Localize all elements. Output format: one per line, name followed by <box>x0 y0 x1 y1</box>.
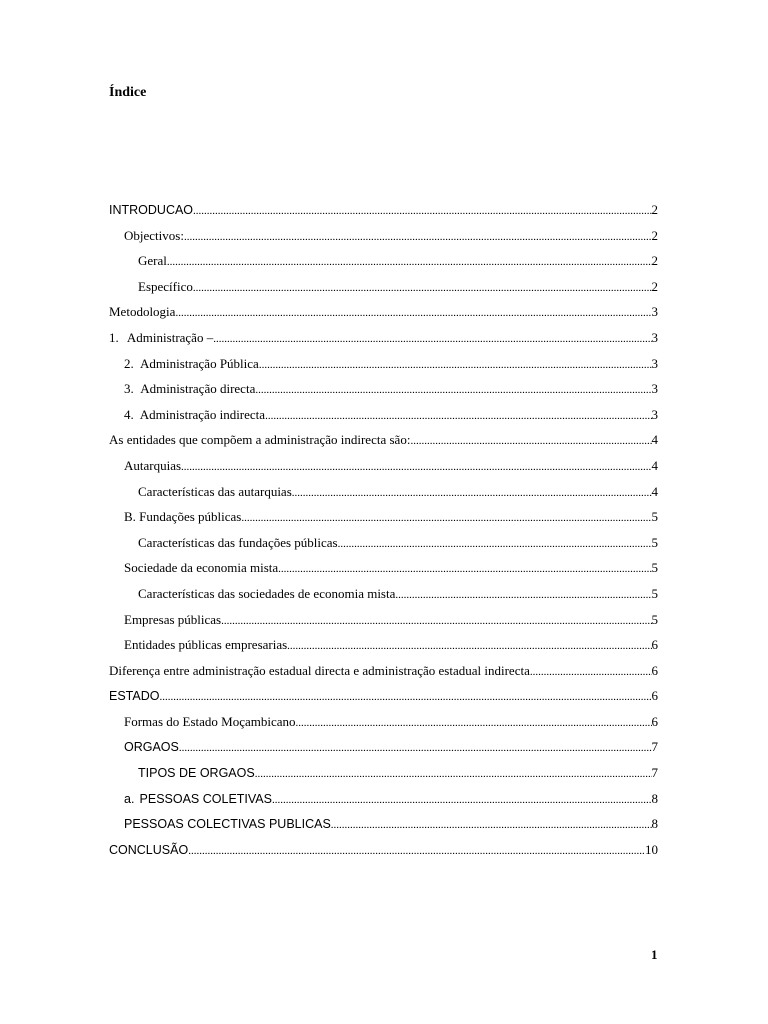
toc-dot-leader <box>338 532 652 558</box>
toc-entry-page: 2 <box>651 253 658 269</box>
page-title: Índice <box>109 85 147 100</box>
toc-dot-leader <box>287 634 651 660</box>
toc-entry-page: 3 <box>651 329 658 345</box>
toc-entry-label: ESTADO <box>109 689 160 704</box>
toc-entry[interactable] <box>109 376 658 402</box>
toc-entry-page: 5 <box>651 509 658 525</box>
toc-entry-label: PESSOAS COLECTIVAS PUBLICAS <box>124 817 331 832</box>
toc-entry-page: 5 <box>651 611 658 627</box>
toc-entry-number: 2. <box>124 355 134 371</box>
toc-entry[interactable] <box>109 351 658 377</box>
toc-entry-label: Características das autarquias <box>138 483 292 499</box>
toc-dot-leader <box>410 429 651 455</box>
toc-entry[interactable] <box>109 581 658 607</box>
toc-dot-leader <box>278 557 651 583</box>
toc-dot-leader <box>193 276 652 302</box>
toc-entry-label: CONCLUSÃO <box>109 842 189 857</box>
toc-entry[interactable] <box>109 760 658 786</box>
toc-entry[interactable] <box>109 402 658 428</box>
toc-entry-page: 8 <box>651 790 658 806</box>
toc-entry-page: 4 <box>651 457 658 473</box>
toc-dot-leader <box>241 506 651 532</box>
toc-entry-page: 7 <box>651 739 658 755</box>
toc-entry[interactable] <box>109 248 658 274</box>
page-number: 1 <box>651 947 658 962</box>
toc-entry[interactable] <box>109 683 658 709</box>
toc-dot-leader <box>159 685 651 711</box>
toc-entry-page: 4 <box>651 483 658 499</box>
toc-entry-label: B. Fundações públicas <box>124 509 242 525</box>
toc-dot-leader <box>292 481 652 507</box>
toc-entry-label: Administração indirecta <box>139 406 266 422</box>
table-of-contents <box>109 197 658 862</box>
toc-entry[interactable] <box>109 197 658 223</box>
toc-entry-page: 6 <box>651 713 658 729</box>
toc-entry[interactable] <box>109 811 658 837</box>
toc-dot-leader <box>255 378 651 404</box>
toc-entry[interactable] <box>109 427 658 453</box>
toc-entry-page: 5 <box>651 560 658 576</box>
toc-entry-page: 7 <box>651 765 658 781</box>
toc-entry-label: Diferença entre administração estadual directa e administração estadual indirecta <box>109 662 530 678</box>
toc-entry-page: 6 <box>651 662 658 678</box>
toc-entry-label: Autarquias <box>124 457 182 473</box>
toc-dot-leader <box>272 788 652 814</box>
toc-entry[interactable] <box>109 632 658 658</box>
toc-entry[interactable] <box>109 325 658 351</box>
toc-entry-label: Empresas públicas <box>124 611 222 627</box>
toc-entry-page: 2 <box>651 278 658 294</box>
toc-entry-page: 8 <box>651 816 658 832</box>
toc-entry-number: 4. <box>124 406 134 422</box>
toc-entry[interactable] <box>109 504 658 530</box>
toc-entry-label: PESSOAS COLETIVAS <box>139 791 272 806</box>
toc-dot-leader <box>331 813 652 839</box>
toc-entry[interactable] <box>109 479 658 505</box>
toc-entry-page: 6 <box>651 688 658 704</box>
toc-entry[interactable] <box>109 530 658 556</box>
toc-entry-number: 3. <box>124 381 134 397</box>
toc-entry-label: Geral <box>138 253 167 269</box>
toc-entry-page: 3 <box>651 406 658 422</box>
toc-entry-label: Administração directa <box>140 381 256 397</box>
toc-dot-leader <box>213 327 651 353</box>
toc-entry-page: 4 <box>651 432 658 448</box>
toc-entry[interactable] <box>109 453 658 479</box>
toc-dot-leader <box>221 609 651 635</box>
toc-entry[interactable] <box>109 658 658 684</box>
toc-entry-page: 6 <box>651 637 658 653</box>
toc-entry-label: Formas do Estado Moçambicano <box>124 713 296 729</box>
toc-entry-label: Metodologia <box>109 304 176 320</box>
toc-entry-label: Administração – <box>126 329 214 345</box>
toc-entry-label: Características das sociedades de economia mista <box>138 585 396 601</box>
toc-entry-page: 2 <box>651 227 658 243</box>
toc-entry-page: 10 <box>645 841 658 857</box>
toc-dot-leader <box>167 250 652 276</box>
toc-entry-label: ORGAOS <box>124 740 179 755</box>
toc-entry[interactable] <box>109 734 658 760</box>
toc-entry-page: 5 <box>651 585 658 601</box>
toc-dot-leader <box>188 839 645 865</box>
toc-dot-leader <box>259 353 652 379</box>
toc-dot-leader <box>175 301 651 327</box>
toc-entry-page: 3 <box>651 355 658 371</box>
toc-entry-page: 3 <box>651 304 658 320</box>
toc-dot-leader <box>184 225 652 251</box>
toc-entry-number: a. <box>124 791 135 806</box>
toc-dot-leader <box>255 762 652 788</box>
toc-entry-label: Específico <box>138 278 193 294</box>
toc-entry-page: 3 <box>651 381 658 397</box>
toc-entry[interactable] <box>109 786 658 812</box>
toc-entry-label: As entidades que compõem a administração indirecta são: <box>109 432 411 448</box>
toc-dot-leader <box>395 583 651 609</box>
toc-entry[interactable] <box>109 837 658 863</box>
toc-entry-page: 2 <box>651 202 658 217</box>
toc-entry[interactable] <box>109 223 658 249</box>
toc-dot-leader <box>530 660 652 686</box>
toc-entry[interactable] <box>109 274 658 300</box>
toc-entry[interactable] <box>109 607 658 633</box>
toc-dot-leader <box>193 199 651 225</box>
toc-entry-label: TIPOS DE ORGAOS <box>138 766 255 781</box>
toc-entry-label: Objectivos: <box>124 227 184 243</box>
toc-dot-leader <box>296 711 652 737</box>
toc-entry-label: Sociedade da economia mista <box>124 560 279 576</box>
toc-dot-leader <box>181 455 651 481</box>
toc-entry-label: Administração Pública <box>140 355 259 371</box>
toc-entry-page: 5 <box>651 534 658 550</box>
toc-dot-leader <box>265 404 651 430</box>
toc-entry[interactable] <box>109 299 658 325</box>
toc-entry-number: 1. <box>109 329 119 345</box>
toc-dot-leader <box>179 736 652 762</box>
toc-entry-label: Características das fundações públicas <box>138 534 338 550</box>
toc-entry[interactable] <box>109 709 658 735</box>
toc-entry-label: INTRODUCAO <box>109 203 194 217</box>
toc-entry-label: Entidades públicas empresarias <box>124 637 288 653</box>
toc-entry[interactable] <box>109 555 658 581</box>
